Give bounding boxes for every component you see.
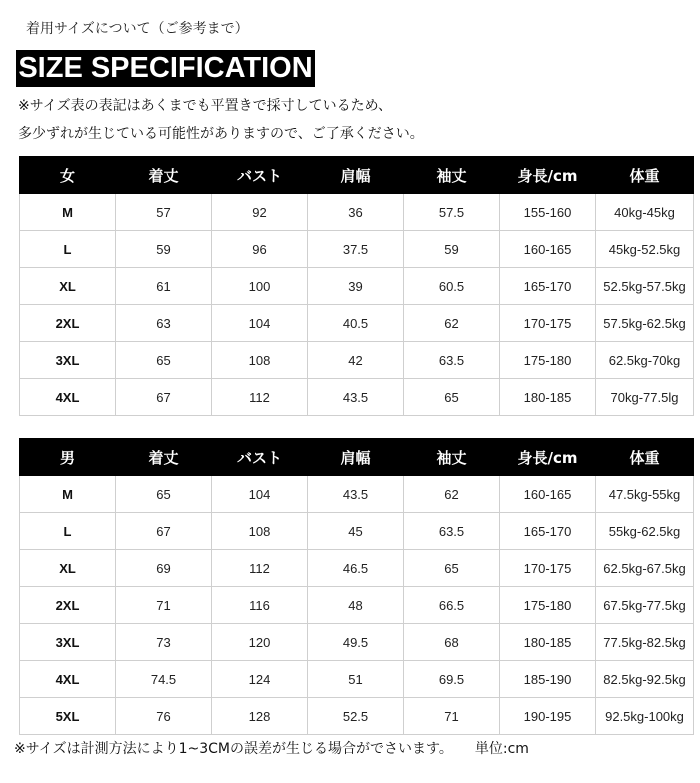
table-cell: 42	[308, 342, 404, 379]
header-cell: 体重	[596, 157, 694, 194]
table-row	[20, 305, 694, 342]
table-cell: 128	[212, 698, 308, 735]
table-cell: 175-180	[500, 342, 596, 379]
table-row	[20, 476, 694, 513]
table-cell: 36	[308, 194, 404, 231]
table-cell: 52.5	[308, 698, 404, 735]
size-label-cell: 4XL	[20, 379, 116, 416]
table-cell: 165-170	[500, 513, 596, 550]
table-row	[20, 194, 694, 231]
table-cell: 124	[212, 661, 308, 698]
table-cell: 62.5kg-70kg	[596, 342, 694, 379]
page-title: SIZE SPECIFICATION	[16, 50, 315, 87]
table-row	[20, 379, 694, 416]
table-row	[20, 342, 694, 379]
table-cell: 92	[212, 194, 308, 231]
header-cell: 身長/cm	[500, 439, 596, 476]
table-cell: 155-160	[500, 194, 596, 231]
header-cell: 袖丈	[404, 439, 500, 476]
table-cell: 180-185	[500, 379, 596, 416]
table-cell: 116	[212, 587, 308, 624]
table-cell: 160-165	[500, 476, 596, 513]
header-cell: 着丈	[116, 439, 212, 476]
table-cell: 62	[404, 305, 500, 342]
table-cell: 112	[212, 379, 308, 416]
unit-label: 単位:cm	[474, 741, 529, 757]
table-cell: 120	[212, 624, 308, 661]
table-row	[20, 268, 694, 305]
table-cell: 104	[212, 305, 308, 342]
table-cell: 43.5	[308, 379, 404, 416]
table-cell: 62	[404, 476, 500, 513]
table-cell: 55kg-62.5kg	[596, 513, 694, 550]
table-cell: 67.5kg-77.5kg	[596, 587, 694, 624]
header-cell: バスト	[212, 439, 308, 476]
table-cell: 71	[116, 587, 212, 624]
table-cell: 96	[212, 231, 308, 268]
table-cell: 100	[212, 268, 308, 305]
women-size-table	[19, 156, 694, 416]
size-label-cell: L	[20, 231, 116, 268]
header-cell: 肩幅	[308, 439, 404, 476]
table-cell: 165-170	[500, 268, 596, 305]
header-cell: 袖丈	[404, 157, 500, 194]
table-cell: 40.5	[308, 305, 404, 342]
size-label-cell: 3XL	[20, 342, 116, 379]
table-cell: 52.5kg-57.5kg	[596, 268, 694, 305]
table-row	[20, 587, 694, 624]
table-cell: 190-195	[500, 698, 596, 735]
table-cell: 67	[116, 379, 212, 416]
size-label-cell: M	[20, 476, 116, 513]
table-row	[20, 513, 694, 550]
table-cell: 185-190	[500, 661, 596, 698]
table-cell: 63.5	[404, 342, 500, 379]
table-cell: 67	[116, 513, 212, 550]
table-cell: 46.5	[308, 550, 404, 587]
subtitle: 着用サイズについて（ご参考まで）	[26, 21, 249, 37]
table-cell: 65	[116, 342, 212, 379]
table-cell: 39	[308, 268, 404, 305]
header-cell: 肩幅	[308, 157, 404, 194]
size-label-cell: L	[20, 513, 116, 550]
size-label-cell: 5XL	[20, 698, 116, 735]
table-cell: 180-185	[500, 624, 596, 661]
table-cell: 45kg-52.5kg	[596, 231, 694, 268]
header-cell: 着丈	[116, 157, 212, 194]
table-cell: 76	[116, 698, 212, 735]
table-cell: 73	[116, 624, 212, 661]
table-cell: 49.5	[308, 624, 404, 661]
table-cell: 57.5	[404, 194, 500, 231]
table-cell: 66.5	[404, 587, 500, 624]
size-label-cell: 3XL	[20, 624, 116, 661]
table-header-row	[20, 157, 694, 194]
table-cell: 62.5kg-67.5kg	[596, 550, 694, 587]
table-row	[20, 231, 694, 268]
table-header-row	[20, 439, 694, 476]
table-cell: 170-175	[500, 550, 596, 587]
table-cell: 40kg-45kg	[596, 194, 694, 231]
table-cell: 47.5kg-55kg	[596, 476, 694, 513]
men-size-table	[19, 438, 694, 735]
table-cell: 71	[404, 698, 500, 735]
table-cell: 65	[404, 379, 500, 416]
table-cell: 63	[116, 305, 212, 342]
size-label-cell: XL	[20, 550, 116, 587]
table-cell: 112	[212, 550, 308, 587]
table-cell: 108	[212, 342, 308, 379]
table-cell: 59	[404, 231, 500, 268]
table-cell: 160-165	[500, 231, 596, 268]
table-cell: 92.5kg-100kg	[596, 698, 694, 735]
table-cell: 170-175	[500, 305, 596, 342]
footer-note	[14, 738, 529, 758]
table-cell: 51	[308, 661, 404, 698]
table-cell: 63.5	[404, 513, 500, 550]
size-label-cell: XL	[20, 268, 116, 305]
table-cell: 175-180	[500, 587, 596, 624]
table-row	[20, 624, 694, 661]
header-cell: 女	[20, 157, 116, 194]
size-label-cell: 4XL	[20, 661, 116, 698]
table-cell: 70kg-77.5lg	[596, 379, 694, 416]
table-cell: 65	[116, 476, 212, 513]
table-cell: 104	[212, 476, 308, 513]
note-line-1: ※サイズ表の表記はあくまでも平置きで採寸しているため、	[18, 98, 393, 114]
size-label-cell: M	[20, 194, 116, 231]
table-cell: 65	[404, 550, 500, 587]
table-cell: 68	[404, 624, 500, 661]
table-cell: 57	[116, 194, 212, 231]
footer-note-text: ※サイズは計測方法により1~3CMの誤差が生じる場合がでさいます。	[14, 741, 453, 757]
header-cell: 身長/cm	[500, 157, 596, 194]
table-cell: 57.5kg-62.5kg	[596, 305, 694, 342]
note-line-2: 多少ずれが生じている可能性がありますので、ご了承ください。	[18, 126, 424, 142]
table-cell: 69.5	[404, 661, 500, 698]
size-label-cell: 2XL	[20, 305, 116, 342]
table-row	[20, 698, 694, 735]
table-row	[20, 550, 694, 587]
header-cell: 体重	[596, 439, 694, 476]
table-cell: 74.5	[116, 661, 212, 698]
table-cell: 108	[212, 513, 308, 550]
table-cell: 37.5	[308, 231, 404, 268]
table-cell: 77.5kg-82.5kg	[596, 624, 694, 661]
header-cell: 男	[20, 439, 116, 476]
table-cell: 61	[116, 268, 212, 305]
table-cell: 60.5	[404, 268, 500, 305]
table-cell: 48	[308, 587, 404, 624]
table-cell: 43.5	[308, 476, 404, 513]
size-label-cell: 2XL	[20, 587, 116, 624]
table-row	[20, 661, 694, 698]
table-cell: 45	[308, 513, 404, 550]
table-cell: 69	[116, 550, 212, 587]
table-cell: 82.5kg-92.5kg	[596, 661, 694, 698]
table-cell: 59	[116, 231, 212, 268]
header-cell: バスト	[212, 157, 308, 194]
